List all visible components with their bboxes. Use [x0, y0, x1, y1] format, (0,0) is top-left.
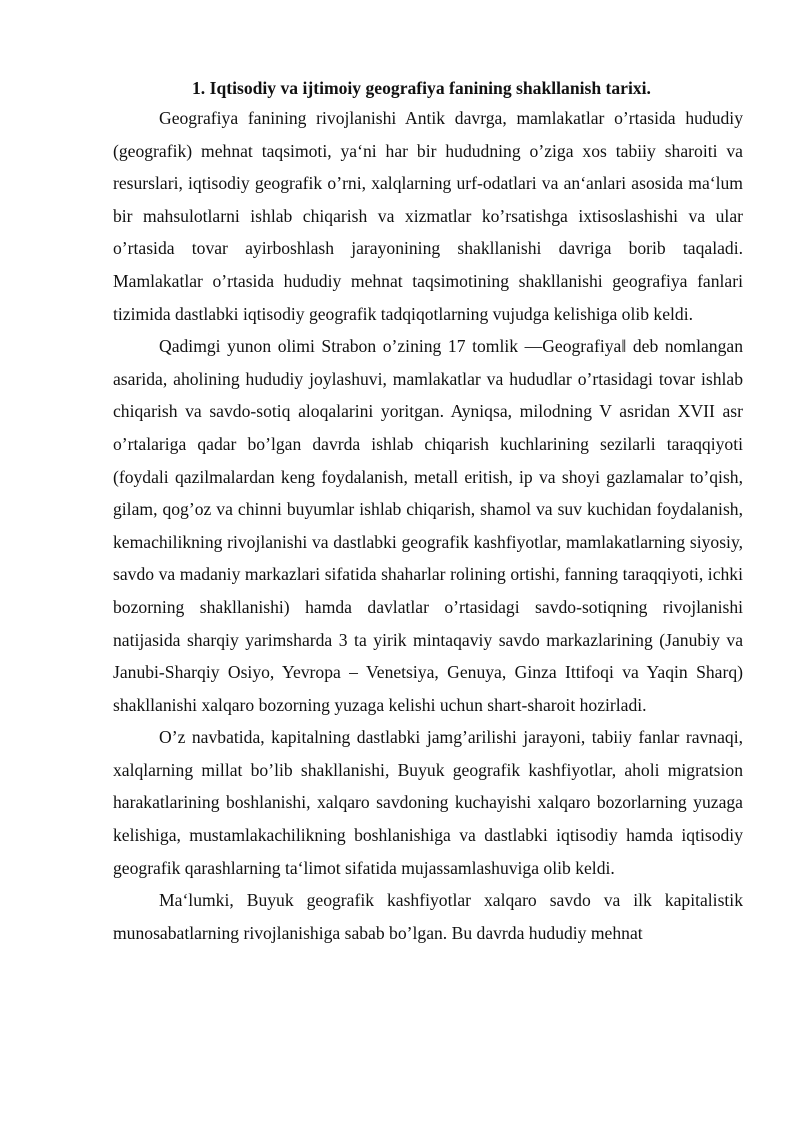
- paragraph-1: Geografiya fanining rivojlanishi Antik davrga, mamlakatlar o’rtasida hududiy (geografik) mehnat taqsimoti, ya‘ni har bir hududning o’ziga xos tabiiy sharoiti va resurslari, iqtisodiy geografik o’rni, xalqlarning urf-odatlari va an‘anlari asosida ma‘lum bir mahsulotlarni ishlab chiqarish va xizmatlar ko’rsatishga ixtisoslashishi va ular o’rtasida tovar ayirboshlash jarayonining shakllanishi davriga borib taqaladi. Mamlakatlar o’rtasida hududiy mehnat taqsimotining shakllanishi geografiya fanlari tizimida dastlabki iqtisodiy geografik tadqiqotlarning vujudga kelishiga olib keldi.: [113, 108, 743, 324]
- paragraph-3: O’z navbatida, kapitalning dastlabki jamg’arilishi jarayoni, tabiiy fanlar ravnaqi, xalqlarning millat bo’lib shakllanishi, Buyuk geografik kashfiyotlar, aholi migratsion harakatlarining boshlanishi, xalqaro savdoning kuchayishi xalqaro bozorlarning yuzaga kelishiga, mustamlakachilikning boshlanishiga va dastlabki iqtisodiy hamda iqtisodiy geografik qarashlarning ta‘limot sifatida mujassamlashuviga olib keldi.: [113, 727, 743, 878]
- section-title: 1. Iqtisodiy va ijtimoiy geografiya fanining shakllanish tarixi.: [192, 78, 651, 98]
- paragraph-2: Qadimgi yunon olimi Strabon o’zining 17 tomlik ―Geografiya‖ deb nomlangan asarida, aholining hududiy joylashuvi, mamlakatlar va hududlar o’rtasidagi tovar ishlab chiqarish va savdo-sotiq aloqalarini yoritgan. Ayniqsa, milodning V asridan XVII asr o’rtalariga qadar bo’lgan davrda ishlab chiqarish kuchlarining sezilarli taraqqiyoti (foydali qazilmalardan keng foydalanish, metall eritish, ip va shoyi gazlamalar to’qish, gilam, qog’oz va chinni buyumlar ishlab chiqarish, shamol va suv kuchidan foydalanish, kemachilikning rivojlanishi va dastlabki geografik kashfiyotlar, mamlakatlarning siyosiy, savdo va madaniy markazlari sifatida shaharlar rolining ortishi, fanning taraqqiyoti, ichki bozorning shakllanishi) hamda davlatlar o’rtasidagi savdo-sotiqning rivojlanishi natijasida sharqiy yarimsharda 3 ta yirik mintaqaviy savdo markazlarining (Janubiy va Janubi-Sharqiy Osiyo, Yevropa – Venetsiya, Genuya, Ginza Ittifoqi va Yaqin Sharq) shakllanishi xalqaro bozorning yuzaga kelishi uchun shart-sharoit hozirladi.: [113, 336, 743, 715]
- document-page: [113, 74, 743, 949]
- paragraph-4: Ma‘lumki, Buyuk geografik kashfiyotlar xalqaro savdo va ilk kapitalistik munosabatlarning rivojlanishiga sabab bo’lgan. Bu davrda hududiy mehnat: [113, 890, 743, 943]
